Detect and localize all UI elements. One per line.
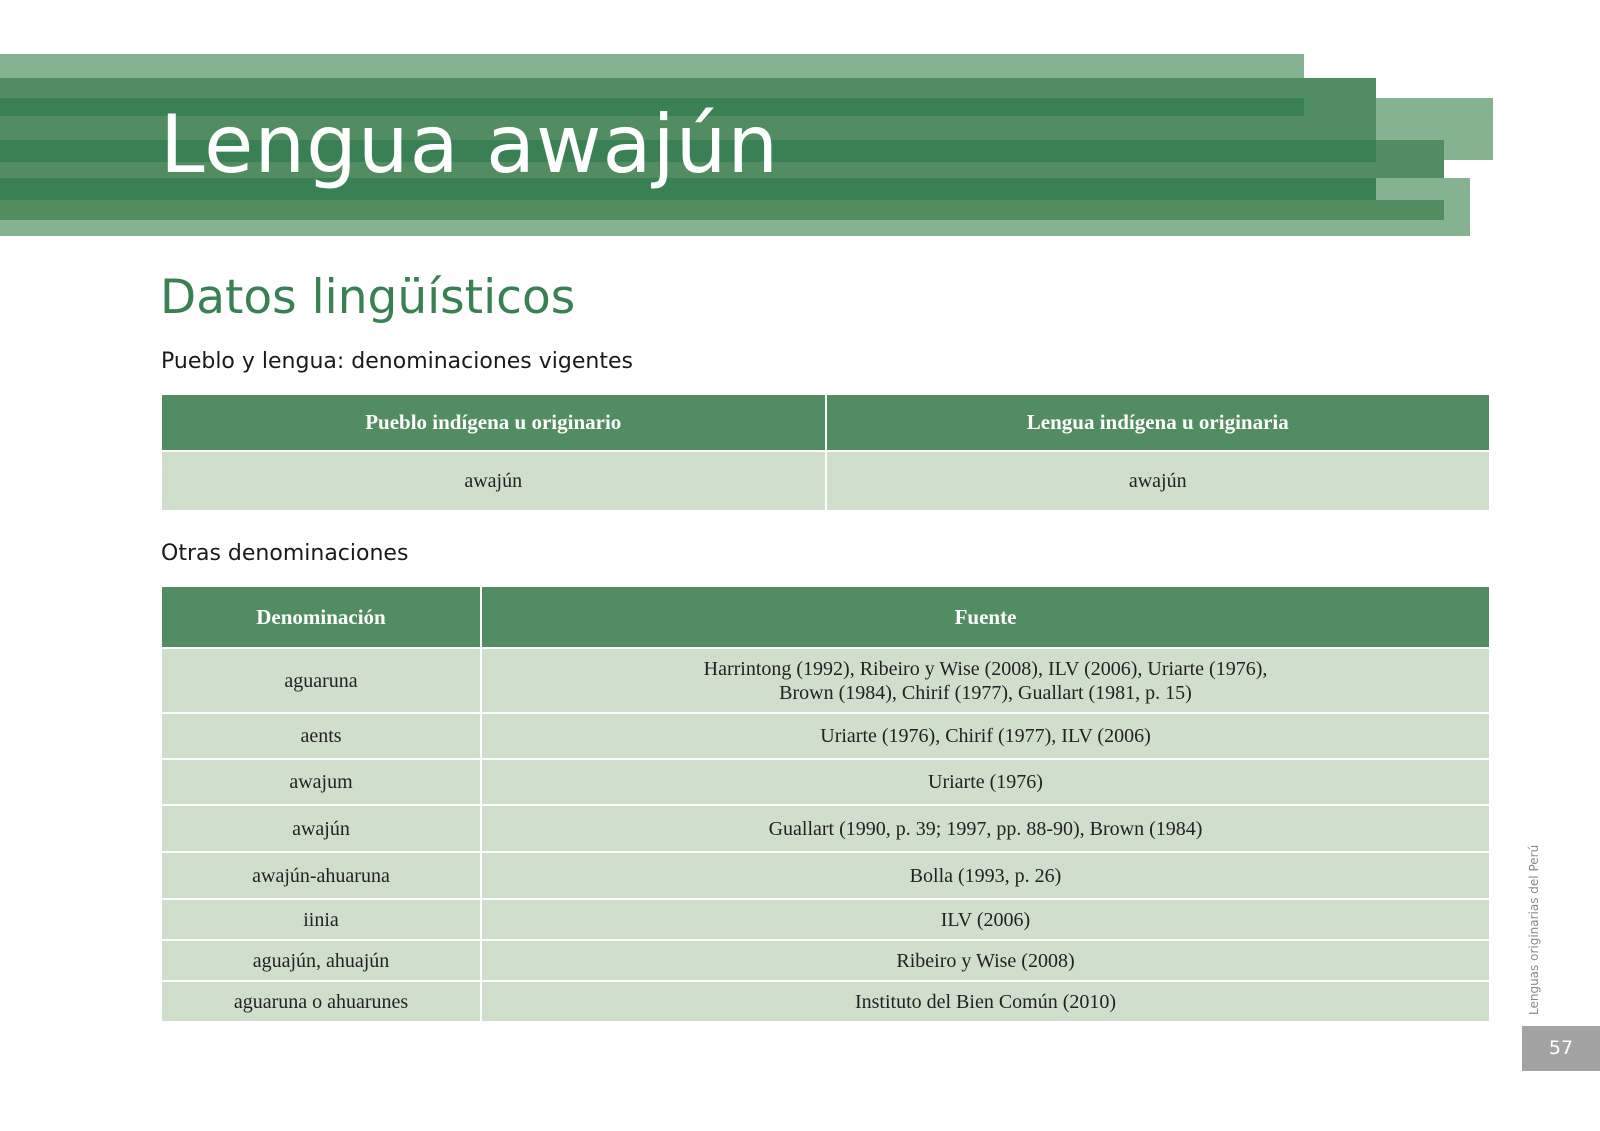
title-banner	[0, 0, 1600, 240]
book-title-vertical: Lenguas originarias del Perú	[1527, 844, 1541, 1015]
table-cell	[481, 648, 1489, 713]
cell-line: Brown (1984), Chirif (1977), Guallart (1981, p. 15)	[779, 681, 1192, 704]
table-cell: Uriarte (1976), Chirif (1977), ILV (2006)	[481, 713, 1489, 759]
table-cell: awajún-ahuaruna	[162, 852, 481, 899]
table-cell: Bolla (1993, p. 26)	[481, 852, 1489, 899]
table-cell: awajum	[162, 759, 481, 805]
table-cell: awajún	[162, 451, 826, 511]
subheading-current-names: Pueblo y lengua: denominaciones vigentes	[161, 349, 633, 374]
table-cell: Instituto del Bien Común (2010)	[481, 981, 1489, 1022]
table-row	[162, 899, 1489, 940]
table-cell: Uriarte (1976)	[481, 759, 1489, 805]
column-header: Fuente	[481, 587, 1489, 648]
table-cell: Ribeiro y Wise (2008)	[481, 940, 1489, 981]
subheading-other-names: Otras denominaciones	[161, 541, 409, 566]
table-row	[162, 759, 1489, 805]
table-row	[162, 805, 1489, 852]
page-title: Lengua awajún	[160, 98, 780, 191]
cell-line: Harrintong (1992), Ribeiro y Wise (2008), ILV (2006), Uriarte (1976),	[703, 657, 1268, 680]
section-heading: Datos lingüísticos	[160, 270, 576, 325]
table-row	[162, 451, 1489, 511]
table-cell: aguaruna o ahuarunes	[162, 981, 481, 1022]
table-cell: aents	[162, 713, 481, 759]
table-cell: awajún	[826, 451, 1490, 511]
table-cell: Guallart (1990, p. 39; 1997, pp. 88-90), Brown (1984)	[481, 805, 1489, 852]
other-names-table	[162, 587, 1489, 1023]
current-names-table	[162, 395, 1489, 512]
column-header: Denominación	[162, 587, 481, 648]
table-row	[162, 940, 1489, 981]
banner-stripe	[0, 200, 1444, 220]
banner-stripe	[0, 220, 1470, 236]
table-row	[162, 852, 1489, 899]
column-header: Lengua indígena u originaria	[826, 395, 1490, 451]
table-cell: aguajún, ahuajún	[162, 940, 481, 981]
column-header: Pueblo indígena u originario	[162, 395, 826, 451]
table-row	[162, 981, 1489, 1022]
table-cell: aguaruna	[162, 648, 481, 713]
table-cell: iinia	[162, 899, 481, 940]
table-row	[162, 648, 1489, 713]
table-cell: ILV (2006)	[481, 899, 1489, 940]
page-number: 57	[1522, 1026, 1600, 1071]
table-row	[162, 713, 1489, 759]
table-cell: awajún	[162, 805, 481, 852]
